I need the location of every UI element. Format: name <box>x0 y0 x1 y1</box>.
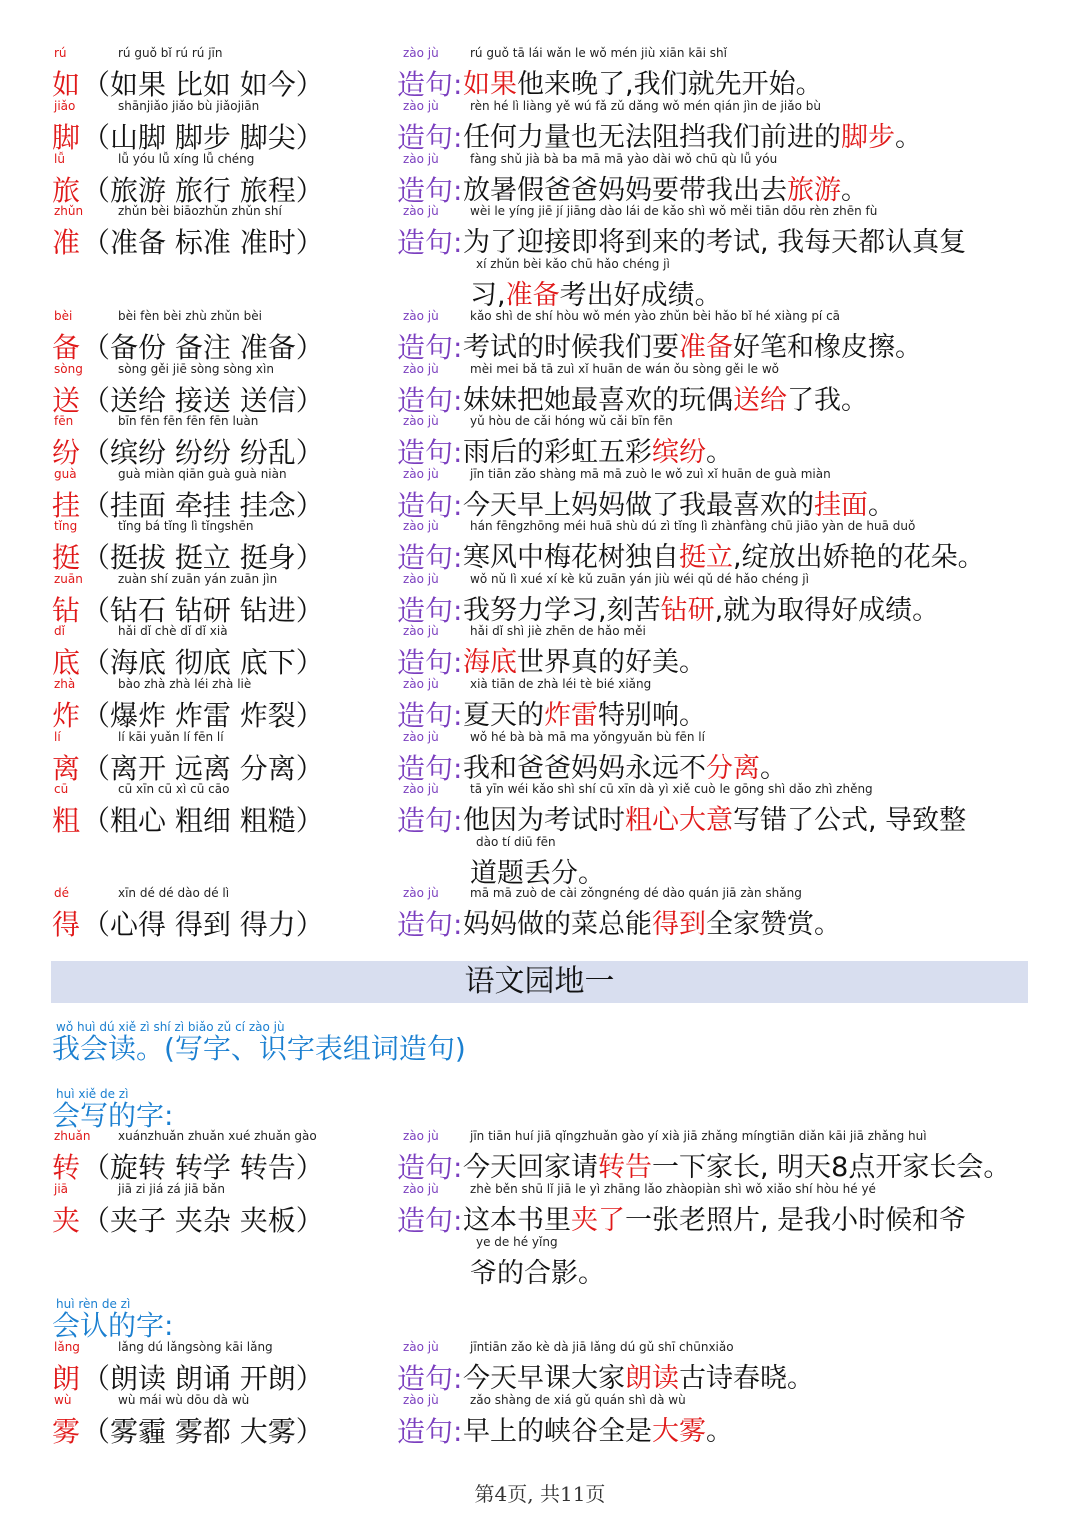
zaoju-label: 造句: <box>397 752 463 785</box>
zaoju-pinyin: zào jù <box>403 309 439 323</box>
section-title-bar <box>51 961 1028 1003</box>
sentence-pinyin: wǒ nǔ lì xué xí kè kǔ zuān yán jiù wéi qǔ dé hǎo chéng jì <box>470 572 809 586</box>
char-pinyin: lǎng <box>54 1340 80 1354</box>
sentence-text: 考试的时候我们要 <box>463 332 679 363</box>
zaoju-label: 造句: <box>397 384 463 417</box>
sentence-text: 。 <box>895 122 922 153</box>
vocab-char: 挂 <box>52 489 81 522</box>
sentence-text: 古诗春晓。 <box>679 1363 814 1394</box>
sentence-text: 写错了公式, 导致整 <box>733 805 967 836</box>
sentence-pinyin: wèi le yíng jiē jí jiāng dào lái de kǎo shì wǒ měi tiān dōu rèn zhēn fù <box>470 204 878 218</box>
sentence-text: 世界真的好美。 <box>517 647 706 678</box>
zaoju-label: 造句: <box>397 226 463 259</box>
highlight-word: 大雾 <box>652 1416 706 1447</box>
words-pinyin: tǐng bá tǐng lì tǐngshēn <box>118 519 254 533</box>
highlight-word: 得到 <box>652 909 706 940</box>
char-pinyin: jiā <box>54 1182 69 1196</box>
highlight-word: 如果 <box>463 69 517 100</box>
highlight-word: 挂面 <box>814 490 868 521</box>
vocab-words: （夹子 夹杂 夹板） <box>82 1204 324 1237</box>
char-pinyin: zhà <box>54 677 76 691</box>
char-pinyin: bèi <box>54 309 73 323</box>
example-sentence <box>463 68 823 102</box>
zaoju-pinyin: zào jù <box>403 1129 439 1143</box>
vocab-words: （旋转 转学 转告） <box>82 1151 324 1184</box>
highlight-word: 缤纷 <box>652 437 706 468</box>
sentence-pinyin: hán fēngzhōng méi huā shù dú zì tǐng lì zhànfàng chū jiāo yàn de huā duǒ <box>470 519 916 533</box>
zaoju-pinyin: zào jù <box>403 1393 439 1407</box>
sentence-text: 雨后的彩虹五彩 <box>463 437 652 468</box>
sentence-text: 。 <box>706 1416 733 1447</box>
vocab-char: 炸 <box>52 699 81 732</box>
highlight-word: 分离 <box>706 753 760 784</box>
sentence-text: 习, <box>470 280 506 311</box>
vocab-char: 转 <box>52 1151 81 1184</box>
sentence-text: 他来晚了,我们就先开始。 <box>517 69 823 100</box>
zaoju-label: 造句: <box>397 804 463 837</box>
zaoju-pinyin: zào jù <box>403 677 439 691</box>
char-pinyin: sòng <box>54 362 83 376</box>
sentence-text: 为了迎接即将到来的考试, 我每天都认真复 <box>463 227 967 258</box>
sentence-pinyin: jīn tiān huí jiā qǐngzhuǎn gào yí xià jiā zhǎng míngtiān diǎn kāi jiā zhǎng huì <box>470 1129 927 1143</box>
sentence-text: 我努力学习,刻苦 <box>463 595 661 626</box>
sentence-cont-pinyin: xí zhǔn bèi kǎo chū hǎo chéng jì <box>476 257 670 271</box>
vocab-char: 粗 <box>52 804 81 837</box>
example-sentence <box>463 1151 1010 1185</box>
words-pinyin: xīn dé dé dào dé lì <box>118 886 230 900</box>
zaoju-pinyin: zào jù <box>403 1182 439 1196</box>
vocab-words: （爆炸 炸雷 炸裂） <box>82 699 324 732</box>
highlight-word: 炸雷 <box>544 700 598 731</box>
char-pinyin: dé <box>54 886 69 900</box>
words-pinyin: shānjiǎo jiǎo bù jiǎojiān <box>118 99 260 113</box>
sentence-text: 考出好成绩。 <box>559 280 722 311</box>
write-heading-pinyin: huì xiě de zì <box>56 1087 129 1101</box>
sentence-text: 一下家长, 明天8点开家长会。 <box>652 1152 1011 1183</box>
example-sentence <box>463 594 939 628</box>
sentence-pinyin: jīn tiān zǎo shàng mā mā zuò le wǒ zuì xǐ huān de guà miàn <box>470 467 831 481</box>
words-pinyin: zhǔn bèi biāozhǔn zhǔn shí <box>118 204 282 218</box>
example-sentence <box>463 436 733 470</box>
sentence-text: 寒风中梅花树独自 <box>463 542 679 573</box>
zaoju-label: 造句: <box>397 1362 463 1395</box>
example-sentence <box>463 1415 733 1449</box>
char-pinyin: cū <box>54 782 69 796</box>
highlight-word: 朗读 <box>625 1363 679 1394</box>
sentence-pinyin: yǔ hòu de cǎi hóng wǔ cǎi bīn fēn <box>470 414 673 428</box>
vocab-char: 如 <box>52 68 81 101</box>
zaoju-pinyin: zào jù <box>403 624 439 638</box>
char-pinyin: zuān <box>54 572 83 586</box>
zaoju-label: 造句: <box>397 68 463 101</box>
char-pinyin: tǐng <box>54 519 78 533</box>
example-sentence <box>463 804 966 838</box>
highlight-word: 旅游 <box>787 175 841 206</box>
words-pinyin: lí kāi yuǎn lí fēn lí <box>118 730 224 744</box>
vocab-words: （挺拔 挺立 挺身） <box>82 541 324 574</box>
vocab-char: 朗 <box>52 1362 81 1395</box>
highlight-word: 送给 <box>733 385 787 416</box>
example-sentence <box>463 541 985 575</box>
sentence-text: 好笔和橡皮擦。 <box>733 332 922 363</box>
words-pinyin: lǎng dú lǎngsòng kāi lǎng <box>118 1340 273 1354</box>
sentence-text: 夏天的 <box>463 700 544 731</box>
zaoju-pinyin: zào jù <box>403 730 439 744</box>
example-sentence <box>463 1204 966 1238</box>
vocab-char: 挺 <box>52 541 81 574</box>
section-title: 语文园地一 <box>464 964 615 999</box>
zaoju-label: 造句: <box>397 331 463 364</box>
words-pinyin: lǚ yóu lǚ xíng lǚ chéng <box>118 152 255 166</box>
sentence-pinyin: xià tiān de zhà léi tè bié xiǎng <box>470 677 652 691</box>
sentence-cont-pinyin: dào tí diū fēn <box>476 835 556 849</box>
vocab-words: （送给 接送 送信） <box>82 384 324 417</box>
zaoju-label: 造句: <box>397 121 463 154</box>
words-pinyin: cū xīn cū xì cū cāo <box>118 782 230 796</box>
words-pinyin: rú guǒ bǐ rú rú jīn <box>118 46 223 60</box>
char-pinyin: fēn <box>54 414 74 428</box>
zaoju-pinyin: zào jù <box>403 519 439 533</box>
example-sentence-cont <box>470 279 722 313</box>
vocab-words: （雾霾 雾都 大雾） <box>82 1415 324 1448</box>
sentence-text: 爷的合影。 <box>470 1258 605 1289</box>
vocab-char: 底 <box>52 646 81 679</box>
sentence-text: 特别响。 <box>598 700 706 731</box>
vocab-words: （备份 备注 准备） <box>82 331 324 364</box>
sentence-text: 。 <box>760 753 787 784</box>
sentence-pinyin: rèn hé lì liàng yě wú fǎ zǔ dǎng wǒ mén qián jìn de jiǎo bù <box>470 99 821 113</box>
char-pinyin: dǐ <box>54 624 65 638</box>
zaoju-pinyin: zào jù <box>403 204 439 218</box>
sentence-pinyin: mèi mei bǎ tā zuì xǐ huān de wán ǒu sòng gěi le wǒ <box>470 362 780 376</box>
zaoju-pinyin: zào jù <box>403 414 439 428</box>
sentence-text: 了我。 <box>787 385 868 416</box>
zaoju-label: 造句: <box>397 1415 463 1448</box>
words-pinyin: bào zhà zhà léi zhà liè <box>118 677 252 691</box>
zaoju-pinyin: zào jù <box>403 46 439 60</box>
write-heading: 会写的字: <box>52 1099 174 1132</box>
char-pinyin: zhǔn <box>54 204 84 218</box>
highlight-word: 准备 <box>679 332 733 363</box>
sentence-text: 今天早课大家 <box>463 1363 625 1394</box>
page-footer: 第4页, 共11页 <box>474 1482 606 1506</box>
sentence-pinyin: wǒ hé bà bà mā ma yǒngyuǎn bù fēn lí <box>470 730 705 744</box>
char-pinyin: guà <box>54 467 77 481</box>
char-pinyin: lǚ <box>54 152 65 166</box>
highlight-word: 准备 <box>505 280 560 311</box>
words-pinyin: bīn fēn fēn fēn fēn luàn <box>118 414 259 428</box>
example-sentence <box>463 752 787 786</box>
sentence-pinyin: fàng shǔ jià bà ba mā mā yào dài wǒ chū qù lǚ yóu <box>470 152 778 166</box>
vocab-char: 送 <box>52 384 81 417</box>
vocab-words: （如果 比如 如今） <box>82 68 324 101</box>
char-pinyin: jiǎo <box>54 99 76 113</box>
example-sentence <box>463 1362 814 1396</box>
sentence-pinyin: tā yīn wéi kǎo shì shí cū xīn dà yì xiě cuò le gōng shì dǎo zhì zhěng <box>470 782 873 796</box>
vocab-words: （山脚 脚步 脚尖） <box>82 121 324 154</box>
read-heading: 我会读。(写字、识字表组词造句) <box>52 1032 466 1065</box>
vocab-words: （心得 得到 得力） <box>82 908 324 941</box>
example-sentence <box>463 908 841 942</box>
words-pinyin: bèi fèn bèi zhù zhǔn bèi <box>118 309 262 323</box>
vocab-char: 夹 <box>52 1204 81 1237</box>
highlight-word: 夹了 <box>571 1205 625 1236</box>
vocab-words: （朗读 朗诵 开朗） <box>82 1362 324 1395</box>
sentence-text: ,就为取得好成绩。 <box>714 595 940 626</box>
recog-heading: 会认的字: <box>52 1309 174 1342</box>
sentence-pinyin: jīntiān zǎo kè dà jiā lǎng dú gǔ shī chūnxiǎo <box>470 1340 734 1354</box>
zaoju-pinyin: zào jù <box>403 467 439 481</box>
read-heading-pinyin: wǒ huì dú xiě zì shí zì biǎo zǔ cí zào jù <box>56 1020 285 1034</box>
zaoju-label: 造句: <box>397 436 463 469</box>
vocab-char: 准 <box>52 226 81 259</box>
vocab-words: （离开 远离 分离） <box>82 752 324 785</box>
vocab-words: （海底 彻底 底下） <box>82 646 324 679</box>
sentence-pinyin: zhè běn shū lǐ jiā le yì zhāng lǎo zhàopiàn shì wǒ xiǎo shí hòu hé yé <box>470 1182 876 1196</box>
vocab-words: （旅游 旅行 旅程） <box>82 174 324 207</box>
sentence-pinyin: mā mā zuò de cài zǒngnéng dé dào quán jiā zàn shǎng <box>470 886 802 900</box>
words-pinyin: zuàn shí zuān yán zuān jìn <box>118 572 278 586</box>
example-sentence <box>463 384 868 418</box>
vocab-char: 钻 <box>52 594 81 627</box>
zaoju-pinyin: zào jù <box>403 99 439 113</box>
highlight-word: 钻研 <box>660 595 715 626</box>
sentence-text: 任何力量也无法阻挡我们前进的 <box>463 122 841 153</box>
sentence-text: 早上的峡谷全是 <box>463 1416 652 1447</box>
zaoju-label: 造句: <box>397 699 463 732</box>
zaoju-pinyin: zào jù <box>403 886 439 900</box>
sentence-text: 今天早上妈妈做了我最喜欢的 <box>463 490 814 521</box>
vocab-char: 脚 <box>52 121 81 154</box>
sentence-text: 这本书里 <box>463 1205 571 1236</box>
zaoju-label: 造句: <box>397 1204 463 1237</box>
example-sentence <box>463 331 922 365</box>
sentence-text: ,绽放出娇艳的花朵。 <box>733 542 985 573</box>
sentence-cont-pinyin: ye de hé yǐng <box>476 1235 558 1249</box>
vocab-words: （钻石 钻研 钻进） <box>82 594 324 627</box>
vocab-char: 备 <box>52 331 81 364</box>
char-pinyin: wù <box>54 1393 72 1407</box>
zaoju-label: 造句: <box>397 489 463 522</box>
zaoju-label: 造句: <box>397 646 463 679</box>
sentence-text: 妈妈做的菜总能 <box>463 909 652 940</box>
vocab-char: 雾 <box>52 1415 81 1448</box>
example-sentence <box>463 121 922 155</box>
words-pinyin: hǎi dǐ chè dǐ dǐ xià <box>118 624 228 638</box>
char-pinyin: rú <box>54 46 67 60</box>
words-pinyin: wù mái wù dōu dà wù <box>118 1393 250 1407</box>
sentence-text: 我和爸爸妈妈永远不 <box>463 753 706 784</box>
zaoju-pinyin: zào jù <box>403 782 439 796</box>
vocab-char: 纷 <box>52 436 81 469</box>
sentence-pinyin: hǎi dǐ shì jiè zhēn de hǎo měi <box>470 624 646 638</box>
sentence-pinyin: kǎo shì de shí hòu wǒ mén yào zhǔn bèi hǎo bǐ hé xiàng pí cā <box>470 309 841 323</box>
sentence-text: 。 <box>841 175 868 206</box>
example-sentence-cont <box>470 1257 605 1291</box>
sentence-text: 。 <box>706 437 733 468</box>
zaoju-label: 造句: <box>397 594 463 627</box>
vocab-char: 旅 <box>52 174 81 207</box>
sentence-text: 全家赞赏。 <box>706 909 841 940</box>
sentence-text: 今天回家请 <box>463 1152 598 1183</box>
sentence-text: 放暑假爸爸妈妈要带我出去 <box>463 175 787 206</box>
zaoju-pinyin: zào jù <box>403 1340 439 1354</box>
sentence-text: 妹妹把她最喜欢的玩偶 <box>463 385 733 416</box>
sentence-pinyin: rú guǒ tā lái wǎn le wǒ mén jiù xiān kāi shǐ <box>470 46 727 60</box>
zaoju-label: 造句: <box>397 541 463 574</box>
char-pinyin: zhuǎn <box>54 1129 91 1143</box>
example-sentence <box>463 646 706 680</box>
highlight-word: 脚步 <box>841 122 895 153</box>
zaoju-label: 造句: <box>397 174 463 207</box>
highlight-word: 粗心大意 <box>625 805 733 836</box>
char-pinyin: lí <box>54 730 61 744</box>
sentence-text: 一张老照片, 是我小时候和爷 <box>625 1205 967 1236</box>
words-pinyin: guà miàn qiān guà guà niàn <box>118 467 287 481</box>
highlight-word: 海底 <box>463 647 517 678</box>
zaoju-pinyin: zào jù <box>403 362 439 376</box>
example-sentence <box>463 489 895 523</box>
words-pinyin: jiā zi jiá zá jiā bǎn <box>118 1182 225 1196</box>
sentence-text: 他因为考试时 <box>463 805 625 836</box>
zaoju-pinyin: zào jù <box>403 572 439 586</box>
words-pinyin: sòng gěi jiē sòng sòng xìn <box>118 362 274 376</box>
words-pinyin: xuánzhuǎn zhuǎn xué zhuǎn gào <box>118 1129 317 1143</box>
vocab-char: 离 <box>52 752 81 785</box>
example-sentence <box>463 699 706 733</box>
example-sentence <box>463 226 966 260</box>
vocab-words: （粗心 粗细 粗糙） <box>82 804 324 837</box>
vocab-words: （挂面 牵挂 挂念） <box>82 489 324 522</box>
highlight-word: 挺立 <box>679 542 733 573</box>
vocab-words: （准备 标准 准时） <box>82 226 324 259</box>
zaoju-pinyin: zào jù <box>403 152 439 166</box>
sentence-text: 。 <box>868 490 895 521</box>
vocab-char: 得 <box>52 908 81 941</box>
sentence-pinyin: zǎo shàng de xiá gǔ quán shì dà wù <box>470 1393 686 1407</box>
vocab-words: （缤纷 纷纷 纷乱） <box>82 436 324 469</box>
sentence-text: 道题丢分。 <box>470 858 605 889</box>
zaoju-label: 造句: <box>397 1151 463 1184</box>
example-sentence <box>463 174 868 208</box>
zaoju-label: 造句: <box>397 908 463 941</box>
recog-heading-pinyin: huì rèn de zì <box>56 1297 131 1311</box>
highlight-word: 转告 <box>598 1152 652 1183</box>
